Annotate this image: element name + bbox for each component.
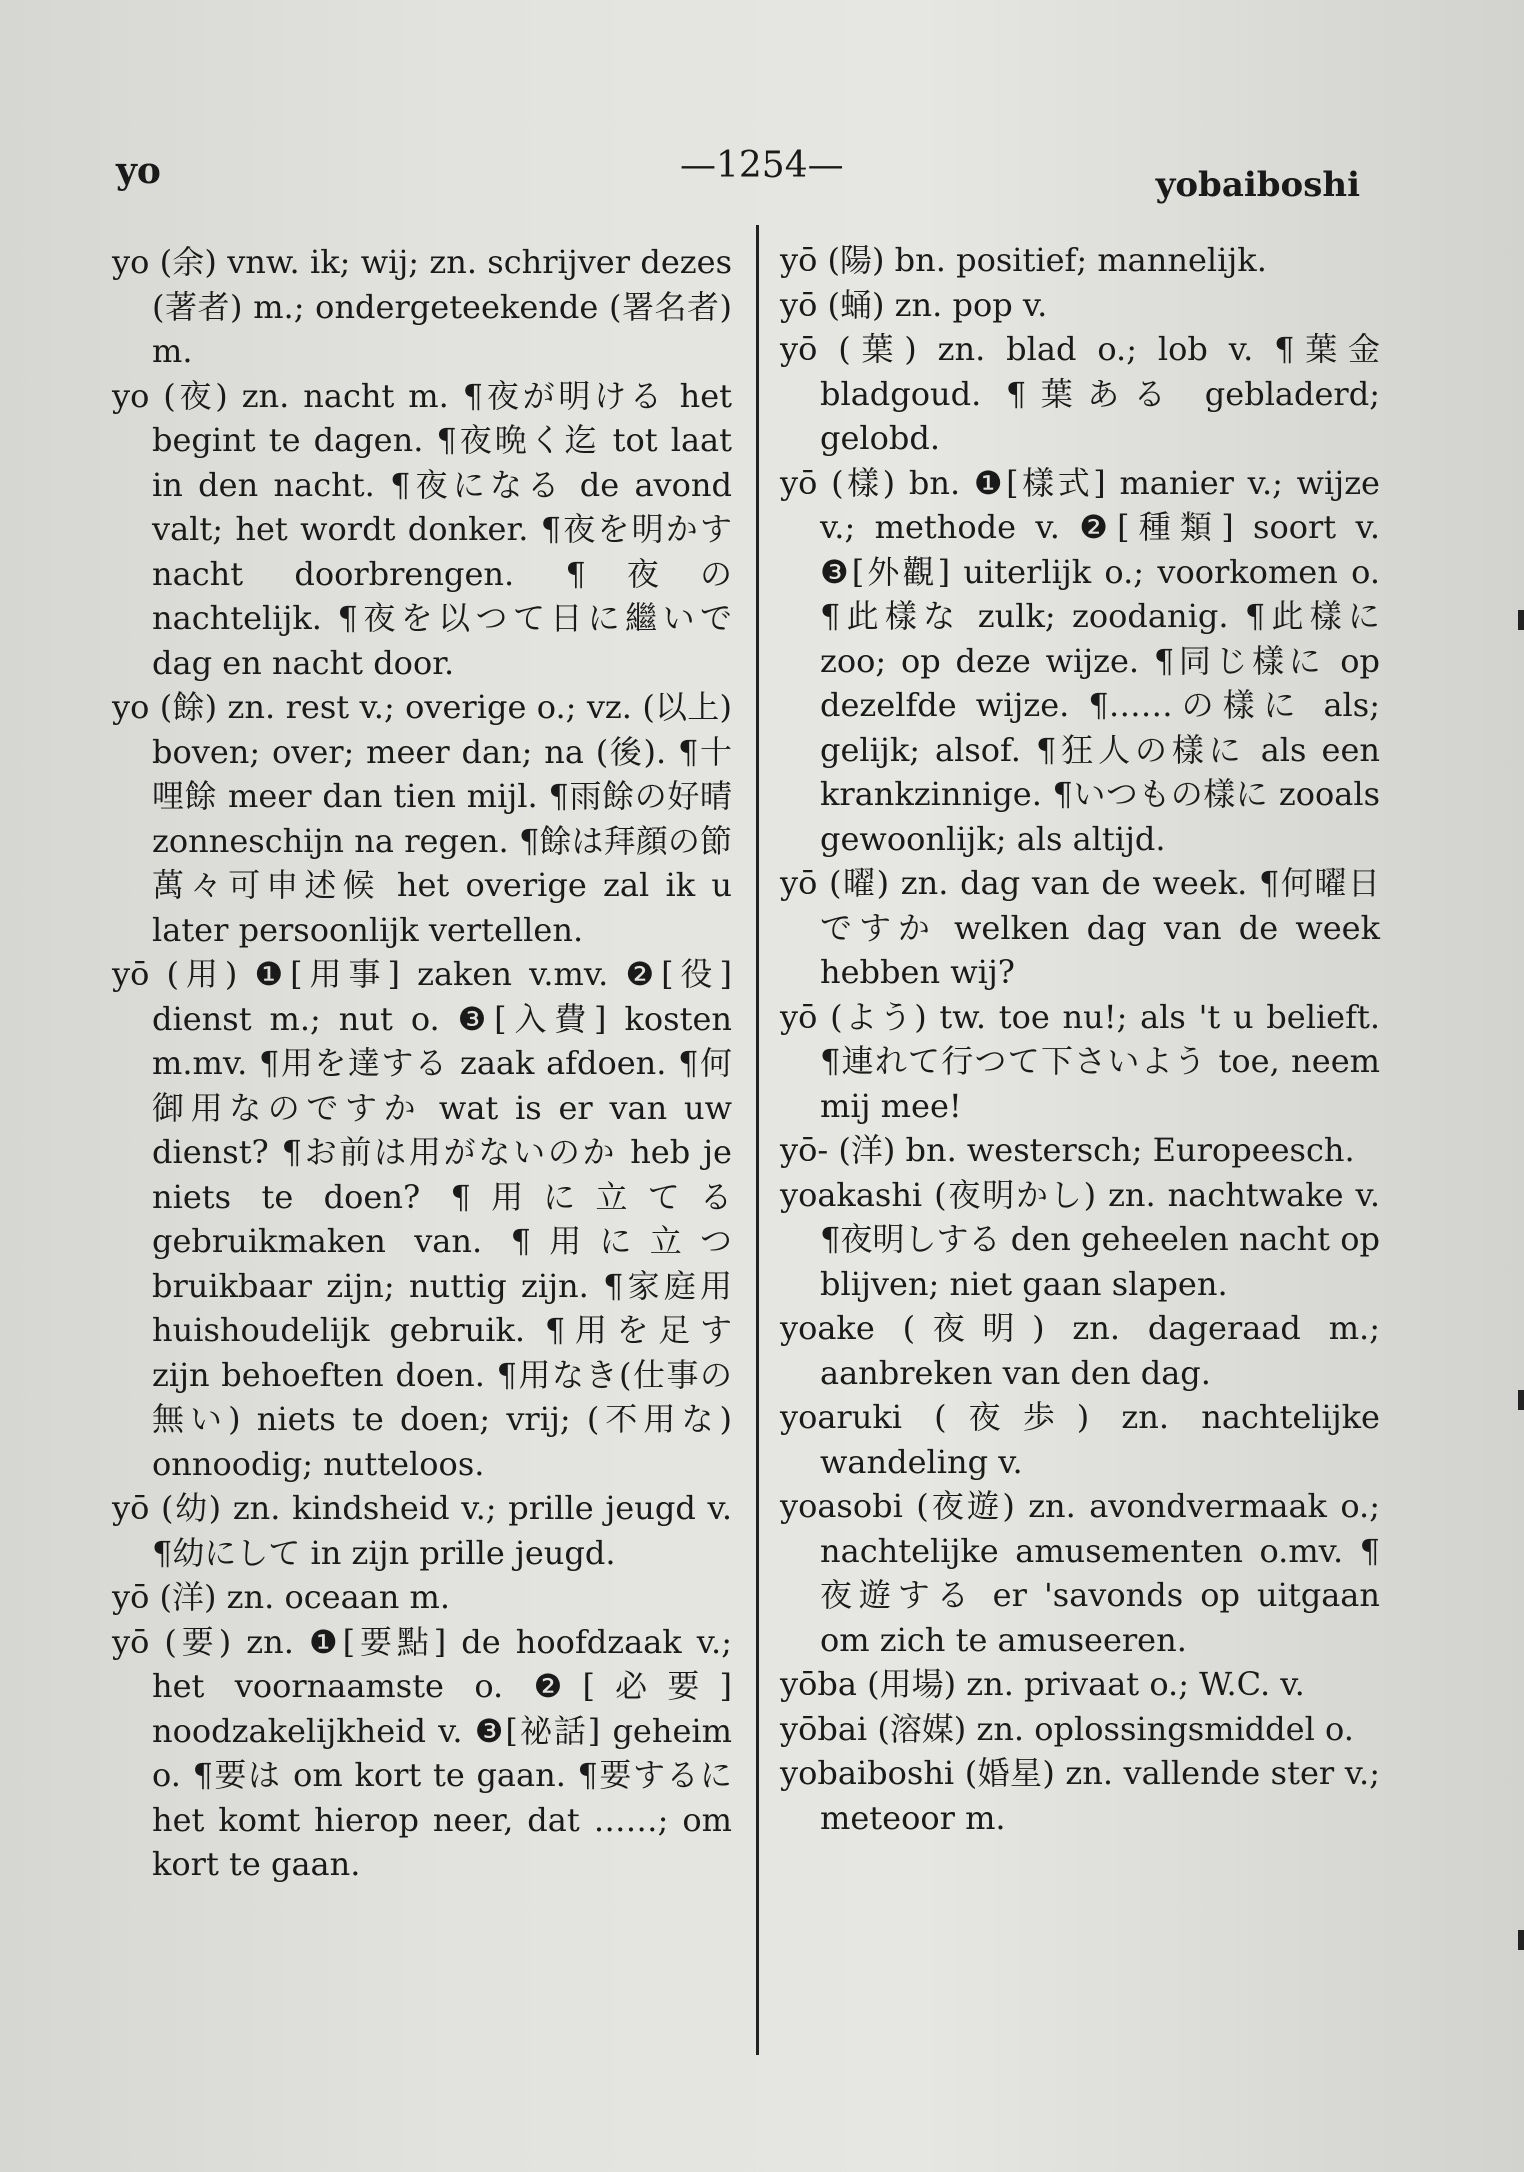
right-column: [780, 238, 1380, 1840]
entry: yō (幼) zn. kindsheid v.; prille jeugd v. ¶幼にして in zijn prille jeugd.: [112, 1489, 732, 1572]
entry: yō (蛹) zn. pop v.: [780, 285, 1048, 324]
page-edge-mark: [1518, 1390, 1524, 1410]
page-edge-mark: [1518, 1930, 1524, 1950]
entry: yo (餘) zn. rest v.; overige o.; vz. (以上) boven; over; meer dan; na (後). ¶十哩餘 meer dan tien mijl. ¶雨餘の好晴 zonneschijn na regen. ¶餘は拜顔の節萬々可申述候 het overige zal ik u later persoonlijk vertellen.: [112, 688, 732, 949]
guide-word-left: yo: [116, 150, 161, 192]
page-number: —1254—: [680, 145, 844, 186]
entry: yō (陽) bn. positief; mannelijk.: [780, 241, 1267, 279]
entry: yō (曜) zn. dag van de week. ¶何曜日ですか welken dag van de week hebben wij?: [780, 864, 1380, 991]
entry: yō (葉) zn. blad o.; lob v. ¶葉金 bladgoud. ¶葉ある gebladerd; gelobd.: [780, 330, 1380, 457]
entry: yo (夜) zn. nacht m. ¶夜が明ける het begint te dagen. ¶夜晩く迄 tot laat in den nacht. ¶夜になる de avond valt; het wordt donker. ¶夜を明かす nacht doorbrengen. ¶夜の nachtelijk. ¶夜を以つて日に繼いで dag en nacht door.: [112, 376, 732, 682]
page-edge-mark: [1518, 610, 1524, 630]
entry: yōbai (溶媒) zn. oplossingsmiddel o.: [780, 1709, 1354, 1748]
column-divider: [756, 225, 759, 2055]
entry: yōba (用場) zn. privaat o.; W.C. v.: [780, 1665, 1305, 1703]
entry: yō (樣) bn. ❶[樣式] manier v.; wijze v.; methode v. ❷[種類] soort v. ❸[外觀] uiterlijk o.; voorkomen o. ¶此樣な zulk; zoodanig. ¶此樣に zoo; op deze wijze. ¶同じ樣に op dezelfde wijze. ¶……の樣に als; gelijk; alsof. ¶狂人の樣に als een krankzinnige. ¶いつもの樣に zooals gewoonlijk; als altijd.: [780, 463, 1380, 858]
entry: yoake (夜明) zn. dageraad m.; aanbreken van den dag.: [780, 1309, 1380, 1392]
entry: yoakashi (夜明かし) zn. nachtwake v. ¶夜明しする den geheelen nacht op blijven; niet gaan slapen.: [780, 1175, 1380, 1303]
left-column: [112, 240, 732, 1887]
entry: yō (用) ❶[用事] zaken v.mv. ❷[役] dienst m.; nut o. ❸[入費] kosten m.mv. ¶用を達する zaak afdoen. ¶何御用なのですか wat is er van uw dienst? ¶お前は用がないのか heb je niets te doen? ¶用に立てる gebruikmaken van. ¶用に立つ bruikbaar zijn; nuttig zijn. ¶家庭用 huishoudelijk gebruik. ¶用を足す zijn behoeften doen. ¶用なき(仕事の無い) niets te doen; vrij; (不用な) onnoodig; nutteloos.: [112, 955, 732, 1483]
entry: yō (洋) zn. oceaan m.: [112, 1578, 451, 1616]
entry: yobaiboshi (婚星) zn. vallende ster v.; meteoor m.: [780, 1754, 1380, 1837]
page-header: [110, 140, 1360, 205]
entry: yō (よう) tw. toe nu!; als 't u belieft. ¶連れて行つて下さいよう toe, neem mij mee!: [780, 997, 1380, 1125]
guide-word-right: yobaiboshi: [1155, 165, 1360, 205]
entry: yoasobi (夜遊) zn. avondvermaak o.; nachtelijke amusementen o.mv. ¶夜遊する er 'savonds op uitgaan om zich te amuseeren.: [780, 1487, 1380, 1659]
entry: yo (余) vnw. ik; wij; zn. schrijver dezes (著者) m.; ondergeteekende (署名者) m.: [112, 243, 732, 370]
entry: yō- (洋) bn. westersch; Europeesch.: [780, 1131, 1355, 1169]
entry: yoaruki (夜歩) zn. nachtelijke wandeling v.: [780, 1398, 1380, 1481]
entry: yō (要) zn. ❶[要點] de hoofdzaak v.; het voornaamste o. ❷[必要] noodzakelijkheid v. ❸[祕話] geheim o. ¶要は om kort te gaan. ¶要するに het komt hierop neer, dat ……; om kort te gaan.: [112, 1622, 732, 1883]
